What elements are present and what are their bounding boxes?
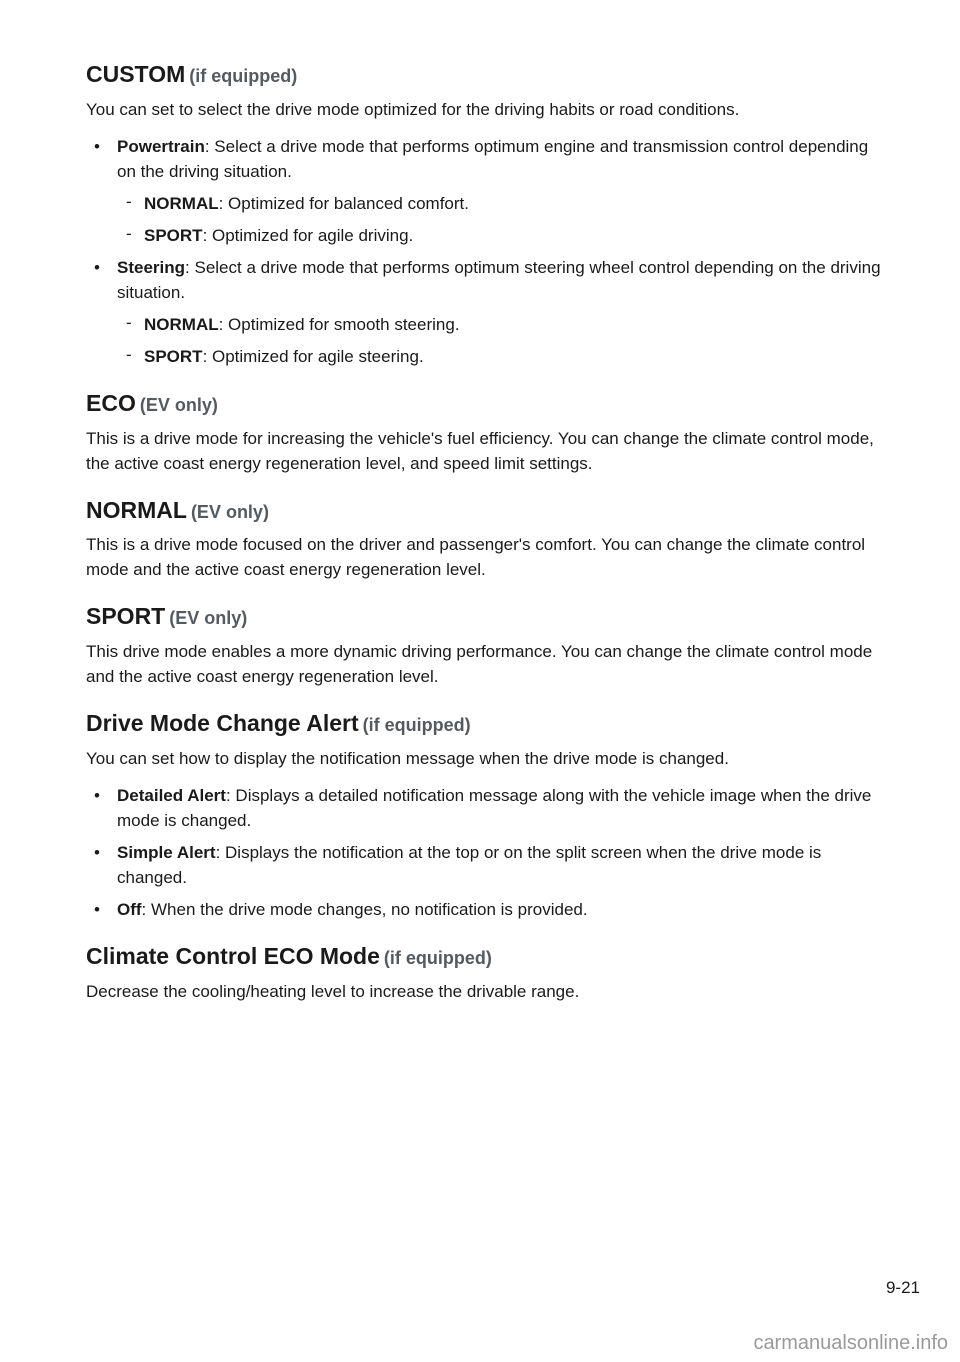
section-title-climate: Climate Control ECO Mode (if equipped) bbox=[86, 942, 492, 969]
sub-term: NORMAL bbox=[144, 314, 219, 334]
sub-term: SPORT bbox=[144, 346, 203, 366]
page-number: 9-21 bbox=[885, 1278, 920, 1297]
section-title-custom: CUSTOM (if equipped) bbox=[86, 61, 298, 87]
list-item bbox=[86, 840, 886, 890]
bullet-icon: • bbox=[94, 842, 100, 862]
section-title-normal: NORMAL (EV only) bbox=[86, 496, 269, 523]
item-term: Detailed Alert bbox=[117, 785, 226, 805]
qualifier: (if equipped) bbox=[383, 947, 492, 968]
watermark: carmanualsonline.info bbox=[753, 1332, 948, 1354]
section-text: This is a drive mode focused on the driver and passenger's comfort. You can change the climate control mode and the active coast energy regeneration level. bbox=[86, 535, 866, 580]
section-intro: You can set to select the drive mode optimized for the driving habits or road conditions. bbox=[86, 99, 740, 119]
section-drive-mode-change-alert bbox=[86, 709, 886, 922]
page-content bbox=[86, 60, 886, 1024]
qualifier: (EV only) bbox=[139, 394, 218, 415]
item-desc: : Select a drive mode that performs optimum engine and transmission control depending on the driving situation. bbox=[117, 136, 869, 181]
item-desc: : Select a drive mode that performs optimum steering wheel control depending on the driving situation. bbox=[117, 257, 881, 302]
list-item bbox=[86, 134, 886, 248]
section-text: This is a drive mode for increasing the vehicle's fuel efficiency. You can change the climate control mode, the active coast energy regeneration level, and speed limit settings. bbox=[86, 428, 874, 473]
bullet-list bbox=[86, 783, 886, 922]
bullet-icon: • bbox=[94, 136, 100, 156]
sub-list-item bbox=[117, 223, 886, 248]
sub-list-item bbox=[117, 312, 886, 337]
section-title-sport: SPORT (EV only) bbox=[86, 603, 248, 630]
section-custom bbox=[86, 60, 886, 369]
section-text: Decrease the cooling/heating level to increase the drivable range. bbox=[86, 981, 580, 1001]
sub-term: SPORT bbox=[144, 225, 203, 245]
list-item bbox=[86, 255, 886, 369]
section-eco bbox=[86, 389, 886, 476]
dash-icon: - bbox=[126, 223, 132, 243]
qualifier: (if equipped) bbox=[362, 715, 471, 735]
item-term: Off bbox=[117, 899, 142, 919]
qualifier: (EV only) bbox=[169, 608, 248, 629]
section-text: This drive mode enables a more dynamic driving performance. You can change the climate control mode and the active coast energy regeneration level. bbox=[86, 642, 873, 686]
list-item bbox=[86, 783, 886, 833]
item-desc: : Displays the notification at the top or on the split screen when the drive mode is changed. bbox=[117, 842, 822, 887]
section-climate-control-eco-mode bbox=[86, 942, 886, 1004]
sub-desc: : Optimized for balanced comfort. bbox=[218, 193, 469, 213]
section-title-eco: ECO (EV only) bbox=[86, 389, 218, 416]
section-title-alert: Drive Mode Change Alert (if equipped) bbox=[86, 710, 471, 736]
section-sport bbox=[86, 602, 886, 689]
dash-icon: - bbox=[126, 344, 132, 364]
item-desc: : When the drive mode changes, no notification is provided. bbox=[141, 899, 588, 919]
item-desc: : Displays a detailed notification message along with the vehicle image when the drive mode is changed. bbox=[117, 785, 872, 830]
item-term: Powertrain bbox=[117, 136, 205, 156]
sub-list bbox=[117, 312, 886, 369]
sub-desc: : Optimized for agile steering. bbox=[202, 346, 424, 366]
section-intro: You can set how to display the notification message when the drive mode is changed. bbox=[86, 748, 729, 768]
sub-term: NORMAL bbox=[144, 193, 219, 213]
item-term: Steering bbox=[117, 257, 186, 277]
dash-icon: - bbox=[126, 191, 132, 211]
list-item bbox=[86, 897, 886, 922]
item-term: Simple Alert bbox=[117, 842, 216, 862]
sub-list-item bbox=[117, 344, 886, 369]
dash-icon: - bbox=[126, 312, 132, 332]
bullet-list bbox=[86, 134, 886, 369]
sub-desc: : Optimized for smooth steering. bbox=[218, 314, 460, 334]
sub-list bbox=[117, 191, 886, 248]
section-normal bbox=[86, 496, 886, 583]
sub-desc: : Optimized for agile driving. bbox=[202, 225, 414, 245]
qualifier: (if equipped) bbox=[189, 66, 298, 86]
bullet-icon: • bbox=[94, 899, 100, 919]
qualifier: (EV only) bbox=[190, 501, 269, 522]
bullet-icon: • bbox=[94, 257, 100, 277]
sub-list-item bbox=[117, 191, 886, 216]
bullet-icon: • bbox=[94, 785, 100, 805]
